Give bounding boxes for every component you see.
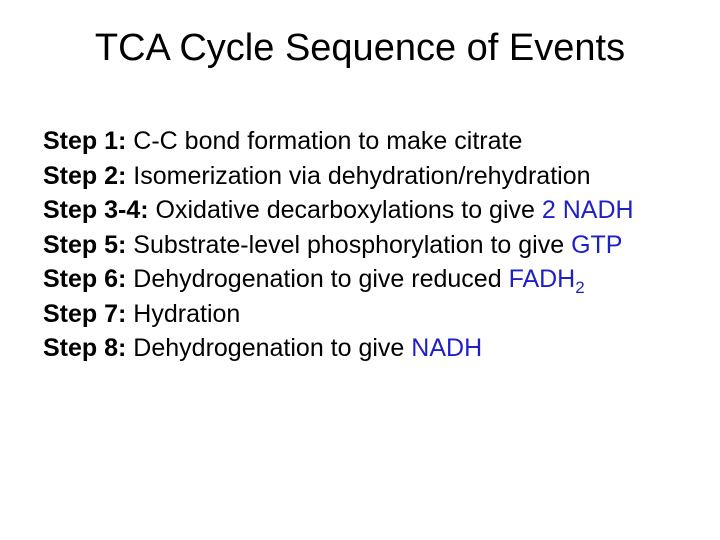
step-label: Step 1: [43, 127, 127, 155]
step-text: Hydration [126, 299, 241, 328]
step-label: Step 5: [43, 230, 127, 259]
step-item-1 [43, 124, 713, 159]
step-text: Isomerization via dehydration/rehydration [126, 161, 591, 190]
step-product: NADH [411, 334, 483, 362]
step-label: Step 7: [43, 299, 127, 328]
step-label: Step 6: [43, 265, 127, 293]
step-item-3-4 [43, 193, 713, 228]
step-item-5 [43, 228, 713, 263]
step-text: C-C bond formation to make citrate [126, 127, 523, 155]
step-label: Step 3-4: [43, 196, 149, 224]
step-item-7 [43, 297, 713, 332]
step-product: 2 NADH [541, 196, 634, 224]
step-product: FADH [508, 265, 576, 293]
step-text: Dehydrogenation to give [126, 334, 412, 362]
step-list [43, 124, 713, 366]
step-product-subscript: 2 [575, 278, 585, 297]
step-text: Substrate-level phosphorylation to give [126, 230, 572, 259]
step-item-6 [43, 262, 713, 297]
slide-title: TCA Cycle Sequence of Events [94, 27, 626, 69]
step-label: Step 2: [43, 161, 127, 190]
step-product: GTP [571, 230, 623, 259]
step-item-2 [43, 159, 713, 194]
step-label: Step 8: [43, 334, 127, 362]
step-text: Oxidative decarboxylations to give [148, 196, 542, 224]
step-text: Dehydrogenation to give reduced [126, 265, 509, 293]
step-item-8 [43, 331, 713, 366]
